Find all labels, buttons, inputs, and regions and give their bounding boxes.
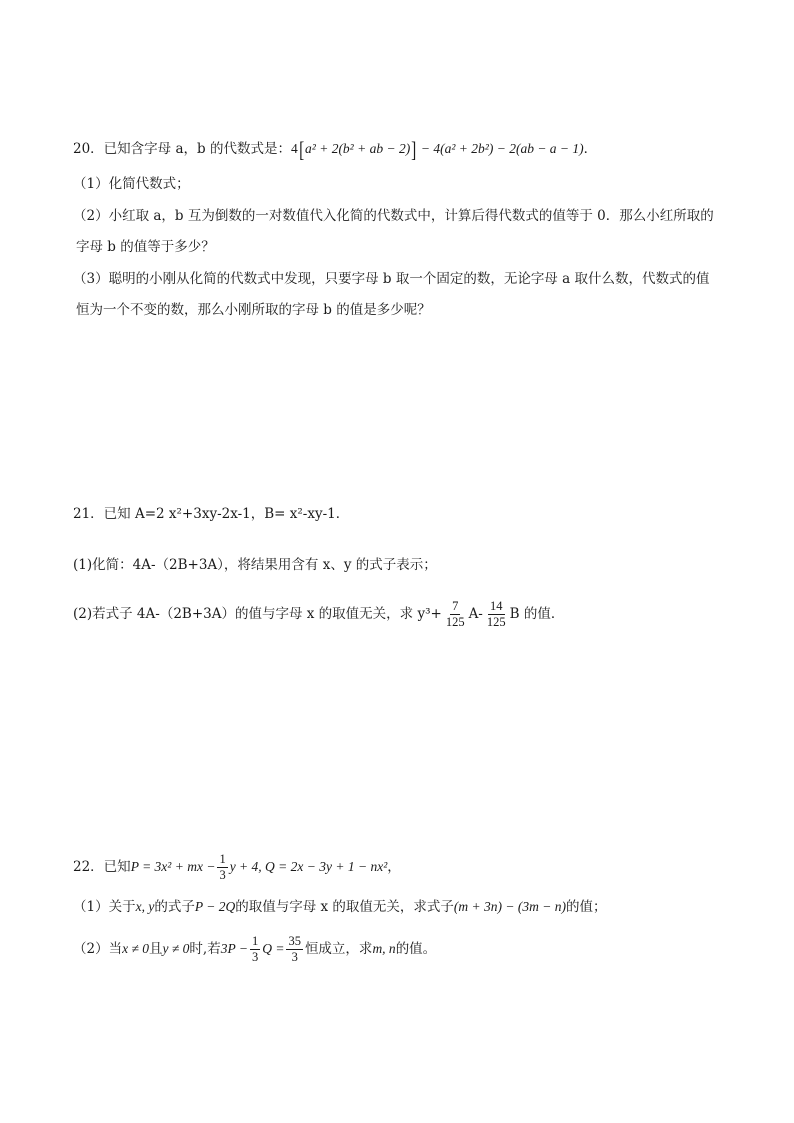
q21-fraction-2-numerator: 14 [488,600,505,615]
q22-fraction-denominator: 3 [219,868,226,883]
q22-part2-cond1: x ≠ 0 [122,941,149,957]
q21-fraction-2 [485,600,508,629]
q22-part1-suffix: 的值； [565,899,607,915]
q22-part2-suffix: 的值。 [395,941,437,958]
q22-part2-vars: m, n [372,941,396,957]
q22-stem-suffix: ， [387,859,401,876]
q20-part2-line2: 字母 b 的值等于多少？ [76,239,215,255]
q21-fraction-1 [444,600,467,629]
q22-part2-rhs-fraction [286,935,303,964]
q22-part1-prefix: （1）关于 [73,899,136,915]
q22-part2-lhs-head: 3P − [220,941,248,957]
q22-part2-rhs-denominator: 3 [291,950,298,965]
q20-left-bracket: [ [298,137,304,162]
q21-part2-mid: A- [468,606,483,623]
q21-fraction-1-denominator: 125 [445,615,465,630]
q22-part1-expr: P − 2Q [194,899,236,914]
q22-stem-prefix: 22．已知 [73,859,131,876]
q22-p-expr-head: P = 3x² + mx − [130,859,216,875]
q22-part2-when: 时,若 [189,941,221,958]
q20-stem [73,139,597,161]
q21-stem: 21．已知 A=2 x²+3xy-2x-1，B= x²-xy-1． [73,506,350,522]
q22-stem [73,853,401,882]
q21-part2 [73,600,564,629]
q22-part2-rhs-numerator: 35 [286,935,303,950]
q20-expr [290,137,584,162]
q20-expr-inner: a² + 2(b² + ab − 2) [305,141,411,156]
q21-part1: (1)化简：4A-（2B+3A），将结果用含有 x、y 的式子表示； [73,557,437,573]
q22-part1-expr2: (m + 3n) − (3m − n) [453,899,566,914]
q22-part1 [73,900,606,915]
q20-part2-line1: （2）小红取 a，b 互为倒数的一对数值代入化简的代数式中，计算后得代数式的值等于 0．那么小红所取的 [73,208,714,224]
q22-part1-mid2: 的取值与字母 x 的取值无关，求式子 [235,899,454,915]
q20-part3-line2: 恒为一个不变的数，那么小刚所取的字母 b 的值是多少呢？ [76,302,431,318]
q22-fraction [217,853,227,882]
q22-part1-mid1: 的式子 [154,899,195,915]
q22-part2-and: 且 [149,941,163,958]
q21-fraction-1-numerator: 7 [450,600,460,615]
q22-p-expr-tail: y + 4, Q = 2x − 3y + 1 − nx² [229,859,388,875]
q22-part2 [73,935,436,964]
q20-part1: （1）化简代数式； [73,176,190,192]
q22-part2-fraction-denominator: 3 [251,950,259,965]
q21-part2-prefix: (2)若式子 4A-（2B+3A）的值与字母 x 的取值无关，求 y³+ [73,606,442,623]
q20-right-bracket: ] [411,137,417,162]
q22-part2-cond2: y ≠ 0 [162,941,190,957]
q22-fraction-numerator: 1 [217,853,227,868]
q22-part1-vars: x, y [135,899,155,914]
q22-part2-lhs-tail: Q = [262,941,285,957]
q22-part2-fraction [250,935,260,964]
q22-part2-prefix: （2）当 [73,941,123,958]
q20-expr-tail: − 4(a² + 2b²) − 2(ab − a − 1) [417,141,584,156]
q20-stem-prefix: 20．已知含字母 a，b 的代数式是： [73,141,291,157]
q20-part3-line1: （3）聪明的小刚从化简的代数式中发现，只要字母 b 取一个固定的数，无论字母 a 取什么数，代数式的值 [73,271,710,287]
q22-part2-fraction-numerator: 1 [250,935,260,950]
q21-fraction-2-denominator: 125 [486,615,506,630]
q21-part2-suffix: B 的值． [509,606,565,623]
q22-part2-mid: 恒成立，求 [304,941,373,958]
q20-stem-suffix: ． [583,141,598,157]
q20-expr-head: 4 [290,141,298,156]
